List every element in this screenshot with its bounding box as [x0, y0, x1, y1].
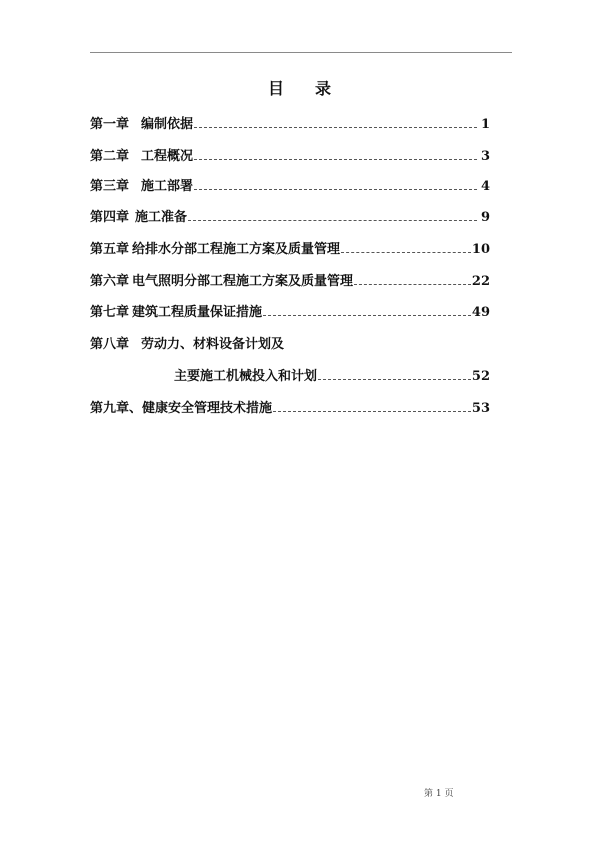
toc-page-number: 1	[480, 117, 490, 132]
toc-entry-chapter-8[interactable]	[90, 332, 490, 352]
dot-leader	[273, 411, 471, 412]
toc-entry-chapter-5[interactable]	[90, 237, 490, 257]
toc-entry-chapter-4[interactable]	[90, 205, 490, 225]
toc-chapter-title: 编制依据	[141, 117, 194, 132]
page-footer: 第 1 页	[424, 789, 454, 799]
toc-chapter-title: 施工准备	[135, 210, 188, 225]
toc-heading-right: 录	[315, 79, 333, 98]
dot-leader	[188, 220, 477, 221]
dot-leader	[318, 379, 471, 380]
toc-page-number: 49	[471, 305, 490, 320]
toc-page-number: 53	[471, 401, 490, 416]
toc-chapter-number: 第六章	[90, 274, 130, 289]
toc-page-number: 3	[480, 149, 490, 164]
toc-page-number: 4	[480, 179, 490, 194]
dot-leader	[341, 252, 471, 253]
dot-leader	[194, 127, 477, 128]
toc-chapter-title: 施工部署	[141, 179, 194, 194]
toc-chapter-number: 第二章	[90, 149, 130, 164]
toc-chapter-title: 建筑工程质量保证措施	[132, 305, 263, 320]
toc-chapter-number: 第七章	[90, 305, 130, 320]
toc-page-number: 52	[471, 369, 490, 384]
toc-entry-chapter-1[interactable]	[90, 112, 490, 132]
dot-leader	[263, 315, 471, 316]
dot-leader	[194, 189, 477, 190]
toc-page-number: 22	[471, 274, 490, 289]
toc-entry-chapter-6[interactable]	[90, 269, 490, 289]
toc-chapter-number: 第五章	[90, 242, 130, 257]
toc-chapter-number: 第三章	[90, 179, 130, 194]
dot-leader	[194, 159, 477, 160]
toc-entry-chapter-2[interactable]	[90, 144, 490, 164]
toc-page-number: 9	[480, 210, 490, 225]
toc-chapter-number: 第九章、	[90, 401, 143, 416]
toc-chapter-title: 工程概况	[141, 149, 194, 164]
toc-entry-chapter-8-continued[interactable]	[174, 364, 490, 384]
toc-heading	[0, 76, 600, 99]
toc-entry-chapter-3[interactable]	[90, 174, 490, 194]
toc-entry-chapter-7[interactable]	[90, 300, 490, 320]
toc-chapter-title: 电气照明分部工程施工方案及质量管理	[132, 274, 354, 289]
toc-chapter-title: 劳动力、材料设备计划及	[141, 337, 285, 352]
toc-entry-chapter-9[interactable]	[90, 396, 490, 416]
header-rule	[90, 52, 512, 53]
toc-chapter-title: 给排水分部工程施工方案及质量管理	[132, 242, 341, 257]
toc-chapter-title: 主要施工机械投入和计划	[174, 369, 318, 384]
toc-chapter-number: 第一章	[90, 117, 130, 132]
toc-chapter-number: 第八章	[90, 337, 130, 352]
toc-chapter-number: 第四章	[90, 210, 130, 225]
toc-heading-left: 目	[267, 79, 285, 98]
dot-leader	[354, 284, 471, 285]
toc-page-number: 10	[471, 242, 490, 257]
toc-chapter-title: 健康安全管理技术措施	[142, 401, 273, 416]
